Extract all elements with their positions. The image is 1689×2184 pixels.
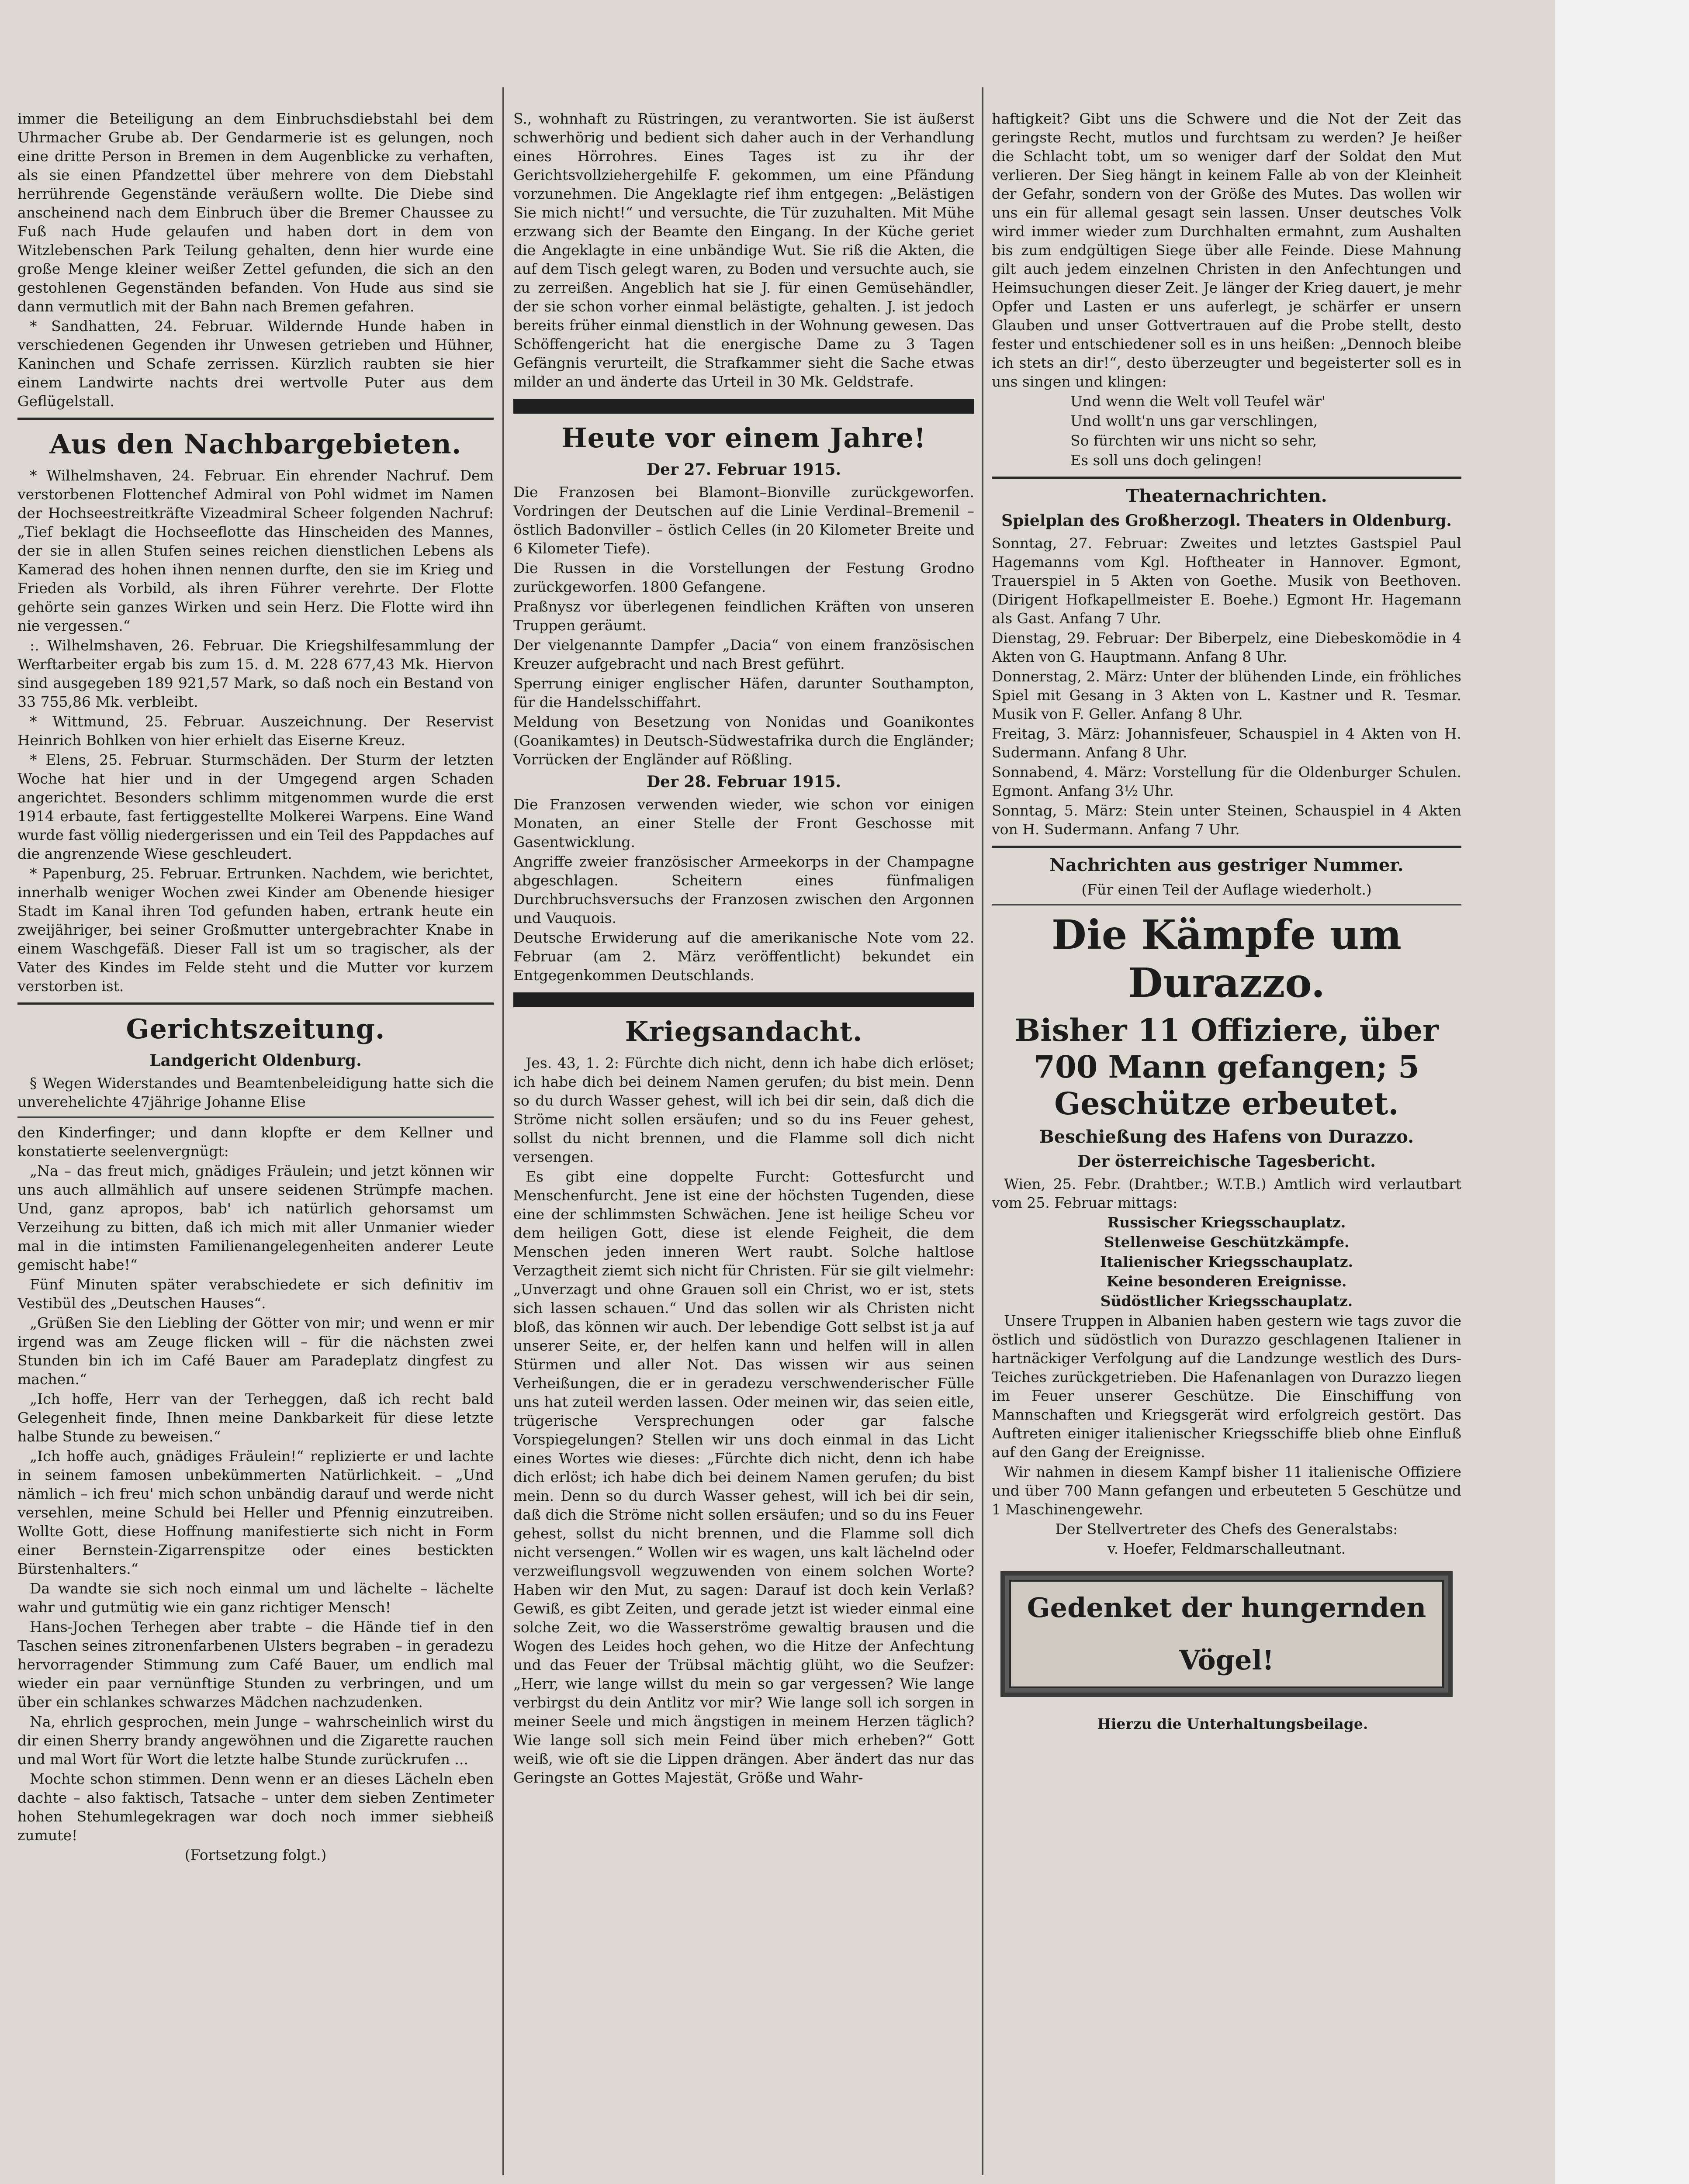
- history-item: Praßnysz vor überlegenen feindlichen Kräften von unseren Truppen geräumt.: [513, 598, 974, 634]
- appeal-box: [1000, 1571, 1453, 1697]
- section-rule: [992, 477, 1461, 479]
- story-text: Hans-Jochen Terhegen aber trabte – die Hände tief in den Taschen seines zitronenfarbenen Ulsters begraben – in geradezu hervorragender Stimmung zum Café Bauer, um endlich mal wieder ein paar vernünftige Stunden zu verbringen, und um über ein schlankes schwarzes Mädchen nachzudenken.: [17, 1618, 494, 1711]
- story-text: „Ich hoffe auch, gnädiges Fräulein!“ replizierte er und lachte in seinem famosen unbekümmerten Natürlichkeit. – „Und nämlich – ich freu' mich schon unbändig darauf und werde nicht versehlen, meine Schuld bei Heller und Pfennig einzutreiben. Wollte Gott, diese Hoffnung manifestierte sich nicht in Form einer Bernstein-Zigarrenspitze oder eines bestickten Bürstenhalters.“: [17, 1448, 494, 1577]
- section-heading: Theaternachrichten.: [1126, 486, 1327, 506]
- report-text: Unsere Truppen in Albanien haben gestern wie tags zuvor die östlich und südöstlich von Durazzo geschlagenen Italiener in hartnäckiger Verfolgung auf die Landzunge westlich des Durs-Teiches zurückgetrieben. Die Hafenanlagen von Durazzo liegen im Feuer unserer Geschütze. Die Einschiffung von Mannschaften und Kriegsgerät wird erfolgreich gestört. Das Auftreten einiger italienischer Kriegsschiffe blieb ohne Einfluß auf den Gang der Ereignisse.: [992, 1312, 1461, 1461]
- history-item: Sperrung einiger englischer Häfen, darunter Southampton, für die Handelsschiffahrt.: [513, 675, 974, 711]
- story-text: „Na – das freut mich, gnädiges Fräulein; und jetzt können wir uns auch allmählich auf unsere seidenen Strümpfe machen. Und, ganz apropos, bab' ich natürlich gehorsamst um Verzeihung zu bitten, daß ich mich mit aller Unmanier wieder mal in die intimsten Familienangelegenheiten anderer Leute gemischt habe!“: [17, 1162, 494, 1273]
- black-divider-bar: [513, 992, 974, 1007]
- news-item: * Wittmund, 25. Februar. Auszeichnung. Der Reservist Heinrich Bohlken von hier erhielt das Eiserne Kreuz.: [17, 713, 494, 749]
- history-item: Angriffe zweier französischer Armeekorps in der Champagne abgeschlagen. Scheitern eines fünfmaligen Durchbruchsversuchs der Franzosen zwischen den Argonnen und Vauquois.: [513, 853, 974, 926]
- story-text: Na, ehrlich gesprochen, mein Junge – wahrscheinlich wirst du dir einen Sherry brandy angewöhnen und die Zigarette rauchen und mal Wort für Wort die letzte halbe Stunde zurückrufen ...: [17, 1713, 494, 1768]
- signature-line: v. Hoefer, Feldmarschalleutnant.: [1107, 1540, 1346, 1557]
- story-text: „Ich hoffe, Herr van der Terheggen, daß ich recht bald Gelegenheit finde, Ihnen meine Dankbarkeit für diese letzte halbe Stunde zu beweisen.“: [17, 1390, 494, 1445]
- theater-item: Freitag, 3. März: Johannisfeuer, Schauspiel in 4 Akten von H. Sudermann. Anfang 8 Uhr.: [992, 725, 1461, 761]
- history-item: Meldung von Besetzung von Nonidas und Goanikontes (Goanikamtes) in Deutsch-Südwestafrika durch die Engländer; Vorrücken der Engländer auf Rößling.: [513, 713, 974, 768]
- column-left: [17, 109, 494, 2184]
- tertiary-headline: Beschießung des Hafens von Durazzo.: [1039, 1127, 1414, 1147]
- news-item: * Papenburg, 25. Februar. Ertrunken. Nachdem, wie berichtet, innerhalb weniger Wochen zwei Kinder am Obenende hiesiger Stadt im Kanal ihren Tod gefunden haben, ertrank heute ein zweijähriger, bei seiner Großmutter untergebrachter Knabe in einem Waschgefäß. Dieser Fall ist um so tragischer, als der Vater des Kindes im Felde steht und die Mutter vor kurzem verstorben ist.: [17, 865, 494, 995]
- news-item: :. Wilhelmshaven, 26. Februar. Die Kriegshilfesammlung der Werftarbeiter ergab bis zum 15. d. M. 228 677,43 Mk. Hiervon sind ausgegeben 189 921,57 Mark, so daß noch ein Bestand von 33 755,86 Mk. verbleibt.: [17, 637, 494, 710]
- war-theater: Russischer Kriegsschauplatz.: [1107, 1214, 1346, 1231]
- theater-item: Sonntag, 27. Februar: Zweites und letztes Gastspiel Paul Hagemanns vom Kgl. Hoftheater in Hannover. Egmont, Trauerspiel in 5 Akten von Goethe. Musik von Beethoven. (Dirigent Hofkapellmeister E. Boehe.) Egmont Hr. Hagemann als Gast. Anfang 7 Uhr.: [992, 535, 1461, 627]
- date-heading: Der 27. Februar 1915.: [646, 460, 841, 479]
- signature-line: Der Stellvertreter des Chefs des Generalstabs:: [1055, 1521, 1398, 1538]
- news-heading: Nachrichten aus gestriger Nummer.: [1049, 855, 1404, 875]
- report-heading: Der österreichische Tagesbericht.: [1077, 1152, 1376, 1171]
- news-item: * Elens, 25. Februar. Sturmschäden. Der Sturm der letzten Woche hat hier und in der Umgegend argen Schaden angerichtet. Besonders schlimm mitgenommen wurde die erst 1914 erbaute, fast fertiggestellte Molkerei Warpens. Eine Wand wurde fast völlig niedergerissen und ein Teil des Pappdaches auf die angrenzende Wiese geschleudert.: [17, 751, 494, 862]
- continued-note: (Fortsetzung folgt.): [184, 1846, 327, 1863]
- column-rule-1: [502, 87, 504, 2175]
- section-heading: Gerichtszeitung.: [126, 1013, 385, 1045]
- court-subheading: Landgericht Oldenburg.: [149, 1051, 362, 1070]
- verse-line: Und wenn die Welt voll Teufel wär': [1070, 393, 1326, 410]
- scan-margin: [1555, 0, 1689, 2184]
- section-rule: [992, 904, 1461, 905]
- article-text: haftigkeit? Gibt uns die Schwere und die Not der Zeit das geringste Recht, mutlos und furchtsam zu werden? Je heißer die Schlacht tobt, um so weniger darf der Soldat den Mut verlieren. Der Sieg hängt in keinem Falle ab von der Kleinheit der Gefahr, sondern von der Größe des Mutes. Das wollen wir uns ein für allemal gesagt sein lassen. Unser deutsches Volk wird immer wieder zum Durchhalten ermahnt, zum Aushalten bis zum endgültigen Siege über alle Feinde. Diese Mahnung gilt auch jedem einzelnen Christen in den Anfechtungen und Heimsuchungen dieser Zeit. Je länger der Krieg dauert, je mehr Opfer und Lasten er uns auferlegt, je schärfer er unsern Glauben und unser Gottvertrauen auf die Probe stellt, desto fester und entschiedener soll es in uns heißen: „Dennoch bleibe ich stets an dir!“, desto überzeugter und begeisterter soll es in uns singen und klingen:: [992, 110, 1461, 390]
- theater-item: Sonnabend, 4. März: Vorstellung für die Oldenburger Schulen. Egmont. Anfang 3½ Uhr.: [992, 764, 1461, 799]
- main-headline: Die Kämpfe um Durazzo.: [1052, 911, 1402, 1006]
- theater-subheading: Spielplan des Großherzogl. Theaters in Oldenburg.: [1001, 511, 1452, 530]
- history-item: Die Russen in die Vorstellungen der Festung Grodno zurückgeworfen. 1800 Gefangene.: [513, 560, 974, 595]
- black-divider-bar: [513, 399, 974, 414]
- column-right: [992, 109, 1461, 2184]
- story-text: Fünf Minuten später verabschiedete er sich definitiv im Vestibül des „Deutschen Hauses“.: [17, 1276, 494, 1312]
- section-rule: [992, 846, 1461, 848]
- news-subheading: (Für einen Teil der Auflage wiederholt.): [1081, 881, 1372, 898]
- scripture-text: Jes. 43, 1. 2: Fürchte dich nicht, denn ich habe dich erlöset; ich habe dich bei deinem Namen gerufen; du bist mein. Denn so du durch Wasser gehest, will ich bei dir sein, daß dich die Ströme nicht sollen ersäufen; und so du ins Feuer gehest, sollst du nicht brennen, und die Flamme soll dich nicht versengen.: [513, 1054, 974, 1165]
- article-text: immer die Beteiligung an dem Einbruchsdiebstahl bei dem Uhrmacher Grube ab. Der Gendarmerie ist es gelungen, noch eine dritte Person in Bremen in dem Augenblicke zu verhaften, als sie einen Pfandzettel über mehrere von dem Diebstahl herrührende Gegenstände veräußern wollte. Die Diebe sind anscheinend nach dem Einbruch über die Bremer Chaussee zu Fuß nach Hude gelaufen und haben dort in dem von Witzlebenschen Park Teilung gehalten, denn hier wurde eine große Menge kleiner weißer Zettel gefunden, die sich an den gestohlenen Gegenständen befanden. Von Hude aus sind sie dann vermutlich mit der Bahn nach Bremen gefahren.: [17, 110, 494, 315]
- report-intro: Wien, 25. Febr. (Drahtber.; W.T.B.) Amtlich wird verlautbart vom 25. Februar mittags:: [992, 1175, 1461, 1211]
- verse-line: Und wollt'n uns gar verschlingen,: [1070, 412, 1318, 429]
- theater-item: Dienstag, 29. Februar: Der Biberpelz, eine Diebeskomödie in 4 Akten von G. Hauptmann. Anfang 8 Uhr.: [992, 629, 1461, 665]
- supplement-note: Hierzu die Unterhaltungsbeilage.: [1097, 1715, 1368, 1732]
- article-text: * Sandhatten, 24. Februar. Wildernde Hunde haben in verschiedenen Gegenden ihr Unwesen getrieben und Hühner, Kaninchen und Schafe zerrissen. Kürzlich raubten sie hier einem Landwirte nachts drei wertvolle Puter aus dem Geflügelstall.: [17, 318, 494, 410]
- story-text: „Grüßen Sie den Liebling der Götter von mir; und wenn er mir irgend was am Zeuge flicken will – für die nächsten zwei Stunden bin ich im Café Bauer am Paradeplatz dingfest zu machen.“: [17, 1314, 494, 1388]
- date-heading: Der 28. Februar 1915.: [646, 773, 841, 791]
- war-theater: Südöstlicher Kriegsschauplatz.: [1100, 1292, 1353, 1310]
- theater-item: Sonntag, 5. März: Stein unter Steinen, Schauspiel in 4 Akten von H. Sudermann. Anfang 7 Uhr.: [992, 802, 1461, 838]
- appeal-text: Gedenket der hungernden Vögel!: [1009, 1580, 1444, 1688]
- history-item: Die Franzosen verwenden wieder, wie schon vor einigen Monaten, an einer Stelle der Front Geschosse mit Gasentwicklung.: [513, 796, 974, 850]
- report-text: Wir nahmen in diesem Kampf bisher 11 italienische Offiziere und über 700 Mann gefangen und erbeuteten 5 Geschütze und 1 Maschinengewehr.: [992, 1463, 1461, 1518]
- verse-line: So fürchten wir uns nicht so sehr,: [1070, 432, 1317, 449]
- court-item: § Wegen Widerstandes und Beamtenbeleidigung hatte sich die unverehelichte 47jährige Johanne Elise: [17, 1075, 494, 1110]
- section-heading: Aus den Nachbargebieten.: [49, 428, 462, 460]
- column-rule-2: [982, 87, 983, 2175]
- history-item: Der vielgenannte Dampfer „Dacia“ von einem französischen Kreuzer aufgebracht und nach Brest geführt.: [513, 636, 974, 672]
- sermon-text: Es gibt eine doppelte Furcht: Gottesfurcht und Menschenfurcht. Jene ist eine der höchsten Tugenden, diese eine der schlimmsten Schwächen. Jene ist heilige Scheu vor dem heiligen Gott, diese ist elende Feigheit, die dem Menschen jeden inneren Wert raubt. Solche haltlose Verzagtheit ziemt sich nicht für Christen. Für sie gilt vielmehr: „Unverzagt und ohne Grauen soll ein Christ, wo er ist, stets sich lassen schauen.“ Und das sollen wir als Christen nicht bloß, das können wir auch. Der lebendige Gott selbst ist ja auf unserer Seite, er, der helfen kann und helfen will in allen Stürmen und aller Not. Das wissen wir aus seinen Verheißungen, die er in geradezu verschwenderischer Fülle uns hat zuteil werden lassen. Oder meinen wir, das seien eitle, trügerische Versprechungen oder gar falsche Vorspiegelungen? Stellen wir uns doch einmal in das Licht eines Wortes wie dieses: „Fürchte dich nicht, denn ich habe dich erlöst; ich habe dich bei deinem Namen gerufen; du bist mein. Denn so du durch Wasser gehest, will ich bei dir sein, daß dich die Ströme nicht sollen ersäufen; und so du ins Feuer gehest, sollst du nicht brennen, und die Flamme soll dich nicht versengen.“ Wollen wir es wagen, uns kalt lächelnd oder verzweiflungsvoll wegzuwenden von einem solchen Worte? Haben wir den Mut, zu sagen: Darauf ist doch kein Verlaß? Gewiß, es gibt Zeiten, und gerade jetzt ist wieder einmal eine solche Zeit, wo die Wasserströme gewaltig brausen und die Wogen des Leides hoch gehen, wo die Hitze der Anfechtung und das Feuer der Trübsal mächtig glüht, wo die Seufzer: „Herr, wie lange willst du mein so gar vergessen? Wie lange verbirgst du dein Antlitz vor mir? Wie lange soll ich sorgen in meiner Seele und mich ängstigen in meinem Herzen täglich? Wie lange soll sich mein Feind über mich erheben?“ Gott weiß, wie oft sie die Lippen drängen. Aber ändert das nur das Geringste an Gottes Majestät, Größe und Wahr-: [513, 1168, 974, 1786]
- section-rule: [17, 1002, 494, 1005]
- history-item: Die Franzosen bei Blamont–Bionville zurückgeworfen. Vordringen der Deutschen auf die Linie Verdinal–Bremenil – östlich Badonviller – östlich Celles (in 20 Kilometer Breite und 6 Kilometer Tiefe).: [513, 484, 974, 557]
- article-text: S., wohnhaft zu Rüstringen, zu verantworten. Sie ist äußerst schwerhörig und bedient sich daher auch in der Verhandlung eines Hörrohres. Eines Tages ist zu ihr der Gerichtsvollziehergehilfe F. gekommen, um eine Pfändung vorzunehmen. Die Angeklagte rief ihm entgegen: „Belästigen Sie mich nicht!“ und versuchte, die Tür zuzuhalten. Mit Mühe erzwang sich der Beamte den Eingang. In der Küche geriet die Angeklagte in eine unbändige Wut. Sie riß die Akten, die auf dem Tisch gelegt waren, zu Boden und versuchte auch, sie zu zerreißen. Angeblich hat sie J. für einen Gemüsehändler, der sie schon vorher einmal belästigte, gehalten. J. ist jedoch bereits früher einmal dienstlich in der Wohnung gewesen. Das Schöffengericht hat die energische Dame zu 3 Tagen Gefängnis verurteilt, die Strafkammer sieht die Sache etwas milder an und änderte das Urteil in 30 Mk. Geldstrafe.: [513, 110, 974, 390]
- history-item: Deutsche Erwiderung auf die amerikanische Note vom 22. Februar (am 2. März veröffentlicht) bekundet ein Entgegenkommen Deutschlands.: [513, 929, 974, 984]
- news-item: * Wilhelmshaven, 24. Februar. Ein ehrender Nachruf. Dem verstorbenen Flottenchef Admiral von Pohl widmet im Namen der Hochseestreitkräfte Vizeadmiral Scheer folgenden Nachruf: „Tief beklagt die Hochseeflotte das Hinscheiden des Mannes, der sie in allen Stufen seines reichen dienstlichen Lebens als Kamerad des hohen ihnen nennen durfte, den sie im Krieg und Frieden als Vorbild, als ihren Führer verehrte. Der Flotte gehörte sein ganzes Wirken und sein Herz. Die Flotte wird ihn nie vergessen.“: [17, 467, 494, 634]
- story-text: Da wandte sie sich noch einmal um und lächelte – lächelte wahr und gutmütig wie ein ganz richtiger Mensch!: [17, 1580, 494, 1616]
- war-theater: Italienischer Kriegsschauplatz.: [1100, 1253, 1353, 1270]
- secondary-headline: Bisher 11 Offiziere, über 700 Mann gefangen; 5 Geschütze erbeutet.: [1014, 1012, 1439, 1122]
- war-theater-status: Keine besonderen Ereignisse.: [1106, 1273, 1347, 1290]
- story-text: den Kinderfinger; und dann klopfte er dem Kellner und konstatierte seelenvergnügt:: [17, 1124, 494, 1160]
- war-theater-status: Stellenweise Geschützkämpfe.: [1104, 1234, 1350, 1251]
- story-text: Mochte schon stimmen. Denn wenn er an dieses Lächeln eben dachte – also faktisch, Tatsache – unter dem sieben Zentimeter hohen Stehumlegekragen war doch noch immer siebheiß zumute!: [17, 1770, 494, 1844]
- section-rule: [17, 1116, 494, 1118]
- verse-line: Es soll uns doch gelingen!: [1070, 452, 1263, 469]
- section-rule: [17, 418, 494, 420]
- section-heading: Heute vor einem Jahre!: [561, 422, 927, 454]
- section-heading: Kriegsandacht.: [625, 1016, 863, 1047]
- theater-item: Donnerstag, 2. März: Unter der blühenden Linde, ein fröhliches Spiel mit Gesang in 3 Akten von L. Kastner und R. Tesmar. Musik von F. Geller. Anfang 8 Uhr.: [992, 668, 1461, 722]
- column-middle: [513, 109, 974, 2184]
